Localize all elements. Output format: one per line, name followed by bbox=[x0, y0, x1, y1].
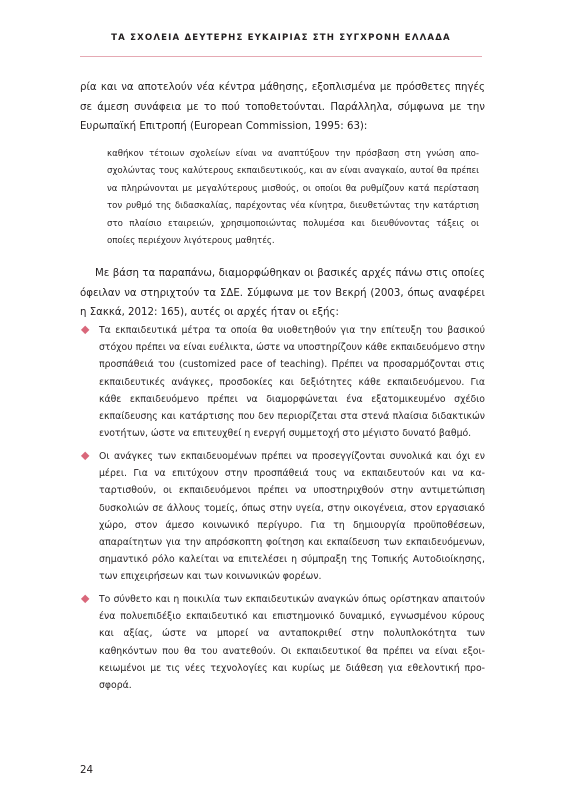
running-head: ΤΑ ΣΧΟΛΕΙΑ ΔΕΥΤΕΡΗΣ ΕΥΚΑΙΡΙΑΣ ΣΤΗ ΣΥΓΧΡΟΝΗ ΕΛΛΑΔΑ bbox=[111, 33, 451, 43]
list-item-text: Το σύνθετο και η ποικιλία των εκπαιδευτικών αναγκών όπως ορίστηκαν απαιτούν ένα πολυεπιδέξιο εκπαιδευτικό και επιστημονικό δυναμικό, εγνωσμένου κύρους και αξίας, ώστε να μπορεί να ανταποκριθεί στην πολυπλοκότητα των καθηκόντων που θα του ανατεθούν. Οι εκπαιδευτικοί θα πρέπει να είναι εξοικειωμένοι με τις νέες τεχνολογίες και κυρίως με διάθεση για εθελοντική προσφορά. bbox=[99, 594, 485, 692]
body-paragraph-middle: Με βάση τα παραπάνω, διαμορφώθηκαν οι βασικές αρχές πάνω στις οποίες όφειλαν να στηριχτούν τα ΣΔΕ. Σύμφωνα με τον Βεκρή (2003, όπως αναφέρει η Σακκά, 2012: 165), αυτές οι αρχές ήταν οι εξής: bbox=[80, 268, 485, 318]
list-item bbox=[80, 322, 485, 442]
diamond-icon bbox=[81, 595, 90, 604]
header-rule bbox=[80, 56, 482, 57]
block-quote: καθήκον τέτοιων σχολείων είναι να αναπτύξουν την πρόσβαση στη γνώση αποσχολώντας τους καλύτερους εκπαιδευτικούς, και αν είναι αναγκαίο, αυτοί θα πρέπει να πληρώνονται με μεγαλύτερους μισθούς, οι οποίοι θα ρυθμίζουν κατά περίσταση τον ρυθμό της διδασκαλίας, παρέχοντας νέα κίνητρα, διευθετώντας την κατάρτιση στο πλαίσιο εταιρειών, χρησιμοποιώντας πολυμέσα και διευθύνοντας τάξεις οι οποίες περιέχουν λιγότερους μαθητές. bbox=[107, 149, 479, 247]
list-item bbox=[80, 591, 485, 694]
list-item-text: Οι ανάγκες των εκπαιδευομένων πρέπει να προσεγγίζονται συνολικά και όχι εν μέρει. Για να επιτύχουν στην προσπάθειά τους να εκπαιδευτούν και να καταρτισθούν, οι εκπαιδευόμενοι πρέπει να υποστηριχθούν στην αντιμετώπιση δυσκολιών σε άλλους τομείς, όπως στην υγεία, στην οικογένεια, στον εργασιακό χώρο, στον άμεσο κοινωνικό περίγυρο. Για τη δημιουργία προϋποθέσεων, απαραίτητων για την απρόσκοπτη φοίτηση και εκπαίδευση των εκπαιδευόμενων, σημαντικό ρόλο καλείται να επιτελέσει η σύμπραξη της Τοπικής Αυτοδιοίκησης, των επιχειρήσεων και των κοινωνικών φορέων. bbox=[99, 450, 485, 583]
body-paragraph-top: ρία και να αποτελούν νέα κέντρα μάθησης, εξοπλισμένα με πρόσθετες πηγές σε άμεση συνάφεια με το πού τοποθετούνται. Παράλληλα, σύμφωνα με την Ευρωπαϊκή Επιτροπή (European Commission, 1995: 63): bbox=[80, 82, 485, 132]
diamond-icon bbox=[81, 452, 90, 461]
list-item bbox=[80, 448, 485, 586]
principles-list bbox=[80, 322, 485, 700]
list-item-text: Τα εκπαιδευτικά μέτρα τα οποία θα υιοθετηθούν για την επίτευξη του βασικού στόχου πρέπει να είναι ευέλικτα, ώστε να υποστηρίζουν κάθε εκπαιδευόμενο στην προσπάθειά του (customized pace of teaching). Πρέπει να προσαρμόζονται στις εκπαιδευτικές ανάγκες, προσδοκίες και δεξιότητες κάθε εκπαιδευόμενου. Για κάθε εκπαιδευόμενο πρέπει να διαμορφώνεται ένα εξατομικευμένο σχέδιο εκπαίδευσης και κατάρτισης που δεν περιορίζεται στα στενά πλαίσια διδακτικών ενοτήτων, ώστε να επιτευχθεί η ενεργή συμμετοχή στο μέγιστο δυνατό βαθμό. bbox=[99, 325, 485, 440]
page-number: 24 bbox=[80, 764, 94, 776]
diamond-icon bbox=[81, 326, 90, 335]
